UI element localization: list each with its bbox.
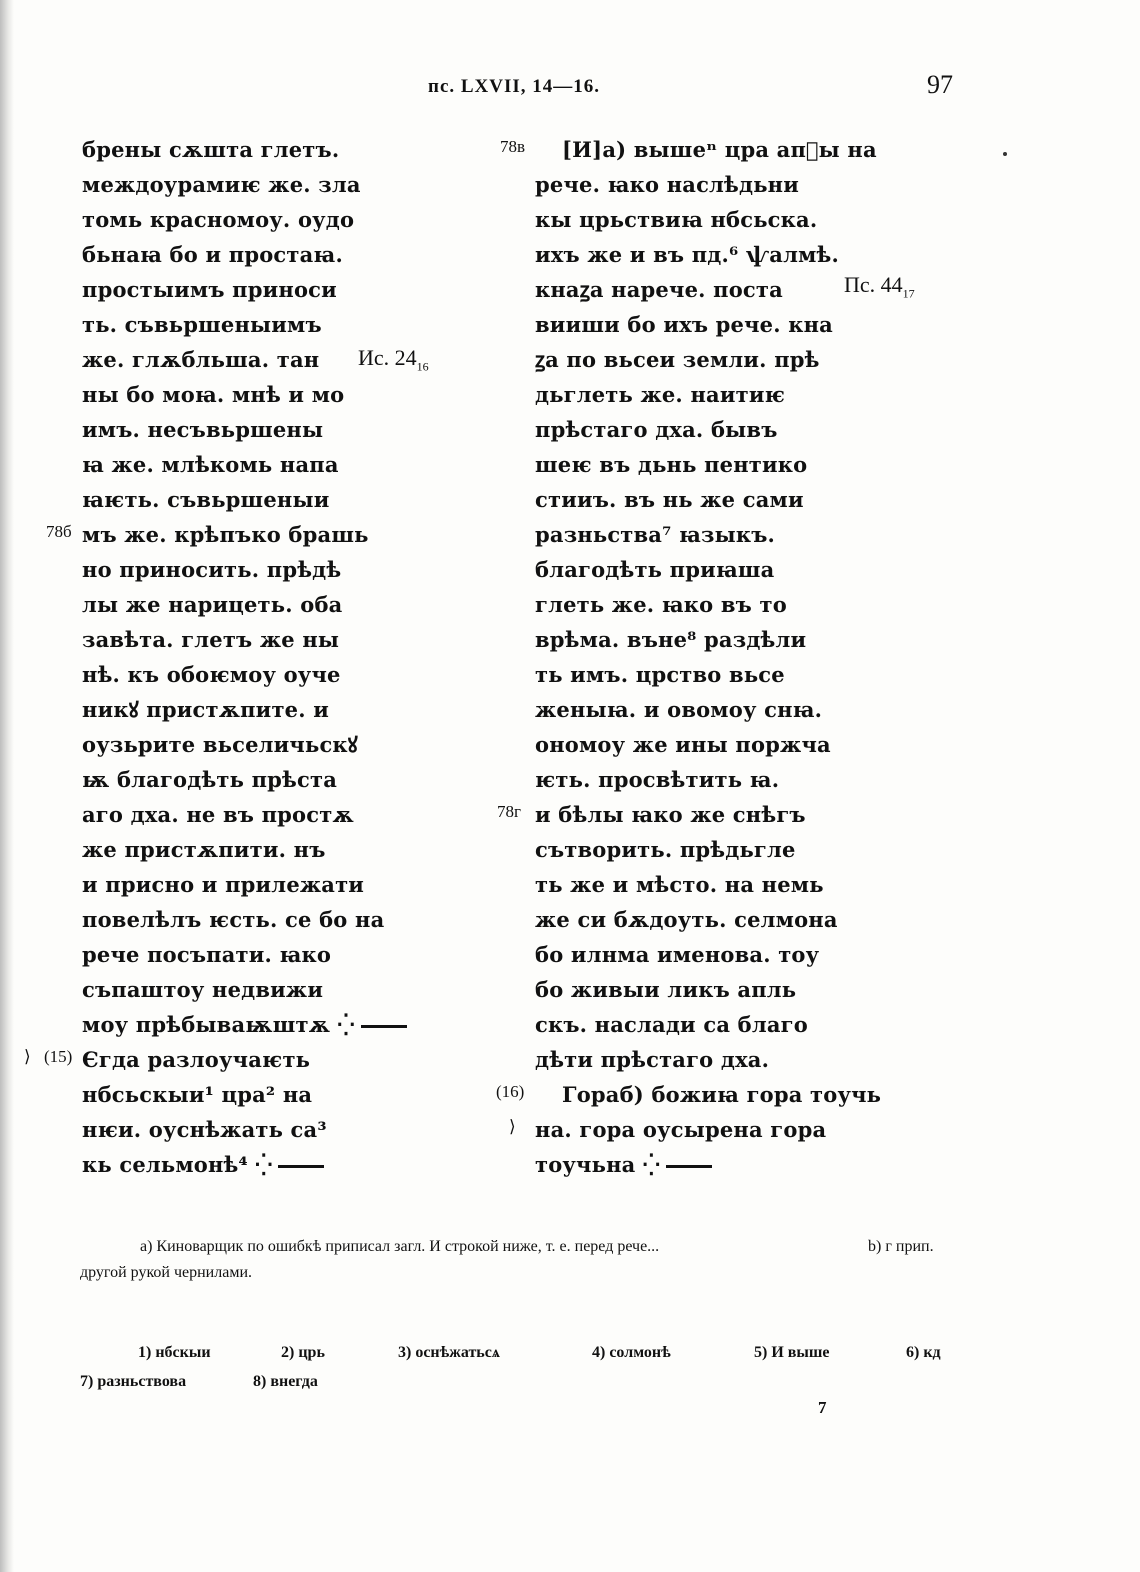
text-line: бо живыи ликъ апль xyxy=(535,977,797,1002)
line-text: тоучьна ⁛ xyxy=(535,1152,660,1177)
text-line: никꙋ пристѫпите. и xyxy=(82,697,330,722)
line-text: кь сельмонѣ⁴ ⁛ xyxy=(82,1152,273,1177)
variant-2: 2) црь xyxy=(281,1344,325,1361)
text-line: ны бо моꙗ. мнѣ и мо xyxy=(82,382,345,407)
sheet-number: 7 xyxy=(818,1398,827,1417)
text-line xyxy=(82,1007,407,1042)
text-line: завѣта. глетъ же ны xyxy=(82,627,340,652)
text-line: нѥи. оуснѣжать са³ xyxy=(82,1117,327,1142)
text-line: междоурамиѥ же. зла xyxy=(82,172,361,197)
text-line: сътворить. прѣдьгле xyxy=(535,837,796,862)
text-line: ꙗѥть. съвьршеныи xyxy=(82,487,330,512)
folio-mark-78b: 78б xyxy=(46,522,72,541)
verse-bracket-15: ⟩ xyxy=(24,1047,31,1066)
text-line: ꙁа по вьсеи земли. прѣ xyxy=(535,347,820,372)
text-line: бо илнма именова. тоу xyxy=(535,942,820,967)
citation-text: Пс. 44 xyxy=(844,272,903,297)
text-line: прѣстаго дха. бывъ xyxy=(535,417,778,442)
text-line: ѭ благодѣть прѣста xyxy=(82,767,338,792)
text-line xyxy=(535,1147,712,1182)
text-line: и бѣлы ꙗко же снѣгъ xyxy=(535,802,806,827)
text-line: дьглеть же. наитиѥ xyxy=(535,382,786,407)
variant-4: 4) солмонѣ xyxy=(592,1344,671,1361)
text-line: ꙗ же. млѣкомь напа xyxy=(82,452,339,477)
text-line: ономоу же ины поржча xyxy=(535,732,831,757)
text-line: женыꙗ. и овомоу снꙗ. xyxy=(535,697,823,722)
text-line: ть же и мѣсто. на немь xyxy=(535,872,824,897)
text-line: съпаштоу недвижи xyxy=(82,977,324,1002)
footnote-a-cont: другой рукой чернилами. xyxy=(80,1264,253,1281)
variant-7: 7) разньствова xyxy=(80,1373,187,1390)
citation-ps xyxy=(844,272,915,301)
text-line: рече. ꙗко наслѣдьни xyxy=(535,172,800,197)
text-line xyxy=(82,1147,324,1182)
text-line: ихъ же и въ пд.⁶ ѱалмѣ. xyxy=(535,242,840,267)
section-end-dash xyxy=(278,1165,324,1168)
text-line: но приносить. прѣдѣ xyxy=(82,557,342,582)
variant-1: 1) нбскыи xyxy=(138,1344,211,1361)
text-line: брены сѫшта глетъ. xyxy=(82,137,340,162)
page-number: 97 xyxy=(927,70,953,99)
variant-3: 3) оснѣжатьсѧ xyxy=(398,1344,500,1361)
variant-6: 6) кд xyxy=(906,1344,941,1361)
text-line: врѣма. въне⁸ раздѣли xyxy=(535,627,807,652)
text-line: простыимъ приноси xyxy=(82,277,337,302)
text-line: стииъ. въ нь же сами xyxy=(535,487,804,512)
variant-5: 5) И выше xyxy=(754,1344,830,1361)
citation-text: Ис. 24 xyxy=(358,345,417,370)
text-line: Єгда разлоучаѥть xyxy=(82,1047,311,1072)
line-text: моу прѣбываѭштѫ ⁛ xyxy=(82,1012,355,1037)
footnote-b: b) г прип. xyxy=(868,1238,934,1255)
text-line: рече посъпати. ꙗко xyxy=(82,942,332,967)
verse-bracket-16: ⟩ xyxy=(509,1117,516,1136)
text-line: шеѥ въ дьнь пентико xyxy=(535,452,808,477)
text-line: оузьрите вьселичьскꙋ xyxy=(82,732,358,757)
text-line: аго дха. не въ простѫ xyxy=(82,802,354,827)
text-line: мъ же. крѣпъко брашь xyxy=(82,522,369,547)
text-line: ть. съвьршеныимъ xyxy=(82,312,322,337)
text-line: томь красномоу. оудо xyxy=(82,207,355,232)
scan-speck xyxy=(1003,152,1007,156)
text-line: [И]а) вышеⁿ цра апⷧы на xyxy=(562,137,877,162)
text-line: глеть же. ꙗко въ то xyxy=(535,592,787,617)
text-line: лы же нарицеть. оба xyxy=(82,592,343,617)
section-end-dash xyxy=(361,1025,407,1028)
text-line: ѥть. просвѣтить ꙗ. xyxy=(535,767,780,792)
text-line: разньства⁷ ꙗзыкъ. xyxy=(535,522,776,547)
citation-sub: 16 xyxy=(416,359,429,374)
text-line: же пристѫпити. нъ xyxy=(82,837,326,862)
running-title: пс. LXVII, 14—16. xyxy=(428,76,601,97)
text-line: же си бѫдоуть. селмона xyxy=(535,907,838,932)
footnote-a: а) Киноварщик по ошибкѣ приписал загл. И строкой ниже, т. е. перед рече... xyxy=(140,1238,660,1255)
scan-edge xyxy=(0,0,14,1572)
text-line: нбсьскыи¹ цра² на xyxy=(82,1082,313,1107)
text-line: бьнаꙗ бо и простаꙗ. xyxy=(82,242,343,267)
text-line: дѣти прѣстаго дха. xyxy=(535,1047,770,1072)
section-end-dash xyxy=(666,1165,712,1168)
text-line: кы црьствиꙗ нбсьска. xyxy=(535,207,818,232)
verse-number-15: (15) xyxy=(44,1047,73,1066)
folio-mark-78g: 78г xyxy=(497,802,521,821)
folio-mark-78v: 78в xyxy=(500,137,526,156)
text-line: кнаꙁа нарече. поста xyxy=(535,277,783,302)
citation-is xyxy=(358,345,429,374)
text-line: ть имъ. црство вьсе xyxy=(535,662,785,687)
text-line: Гораб) божиꙗ гора тоучь xyxy=(562,1082,882,1107)
text-line: и присно и прилежати xyxy=(82,872,365,897)
text-line: же. глѫбльша. тан xyxy=(82,347,320,372)
citation-sub: 17 xyxy=(902,286,915,301)
text-line: на. гора оусырена гора xyxy=(535,1117,827,1142)
verse-number-16: (16) xyxy=(496,1082,525,1101)
text-line: скъ. наслади са благо xyxy=(535,1012,808,1037)
variant-8: 8) внегда xyxy=(253,1373,318,1390)
text-line: нѣ. къ обоѥмоу оуче xyxy=(82,662,341,687)
text-line: вииши бо ихъ рече. кна xyxy=(535,312,833,337)
text-line: повелѣлъ ѥсть. се бо на xyxy=(82,907,385,932)
text-line: благодѣть приꙗша xyxy=(535,557,775,582)
text-line: имъ. несъвьршены xyxy=(82,417,324,442)
